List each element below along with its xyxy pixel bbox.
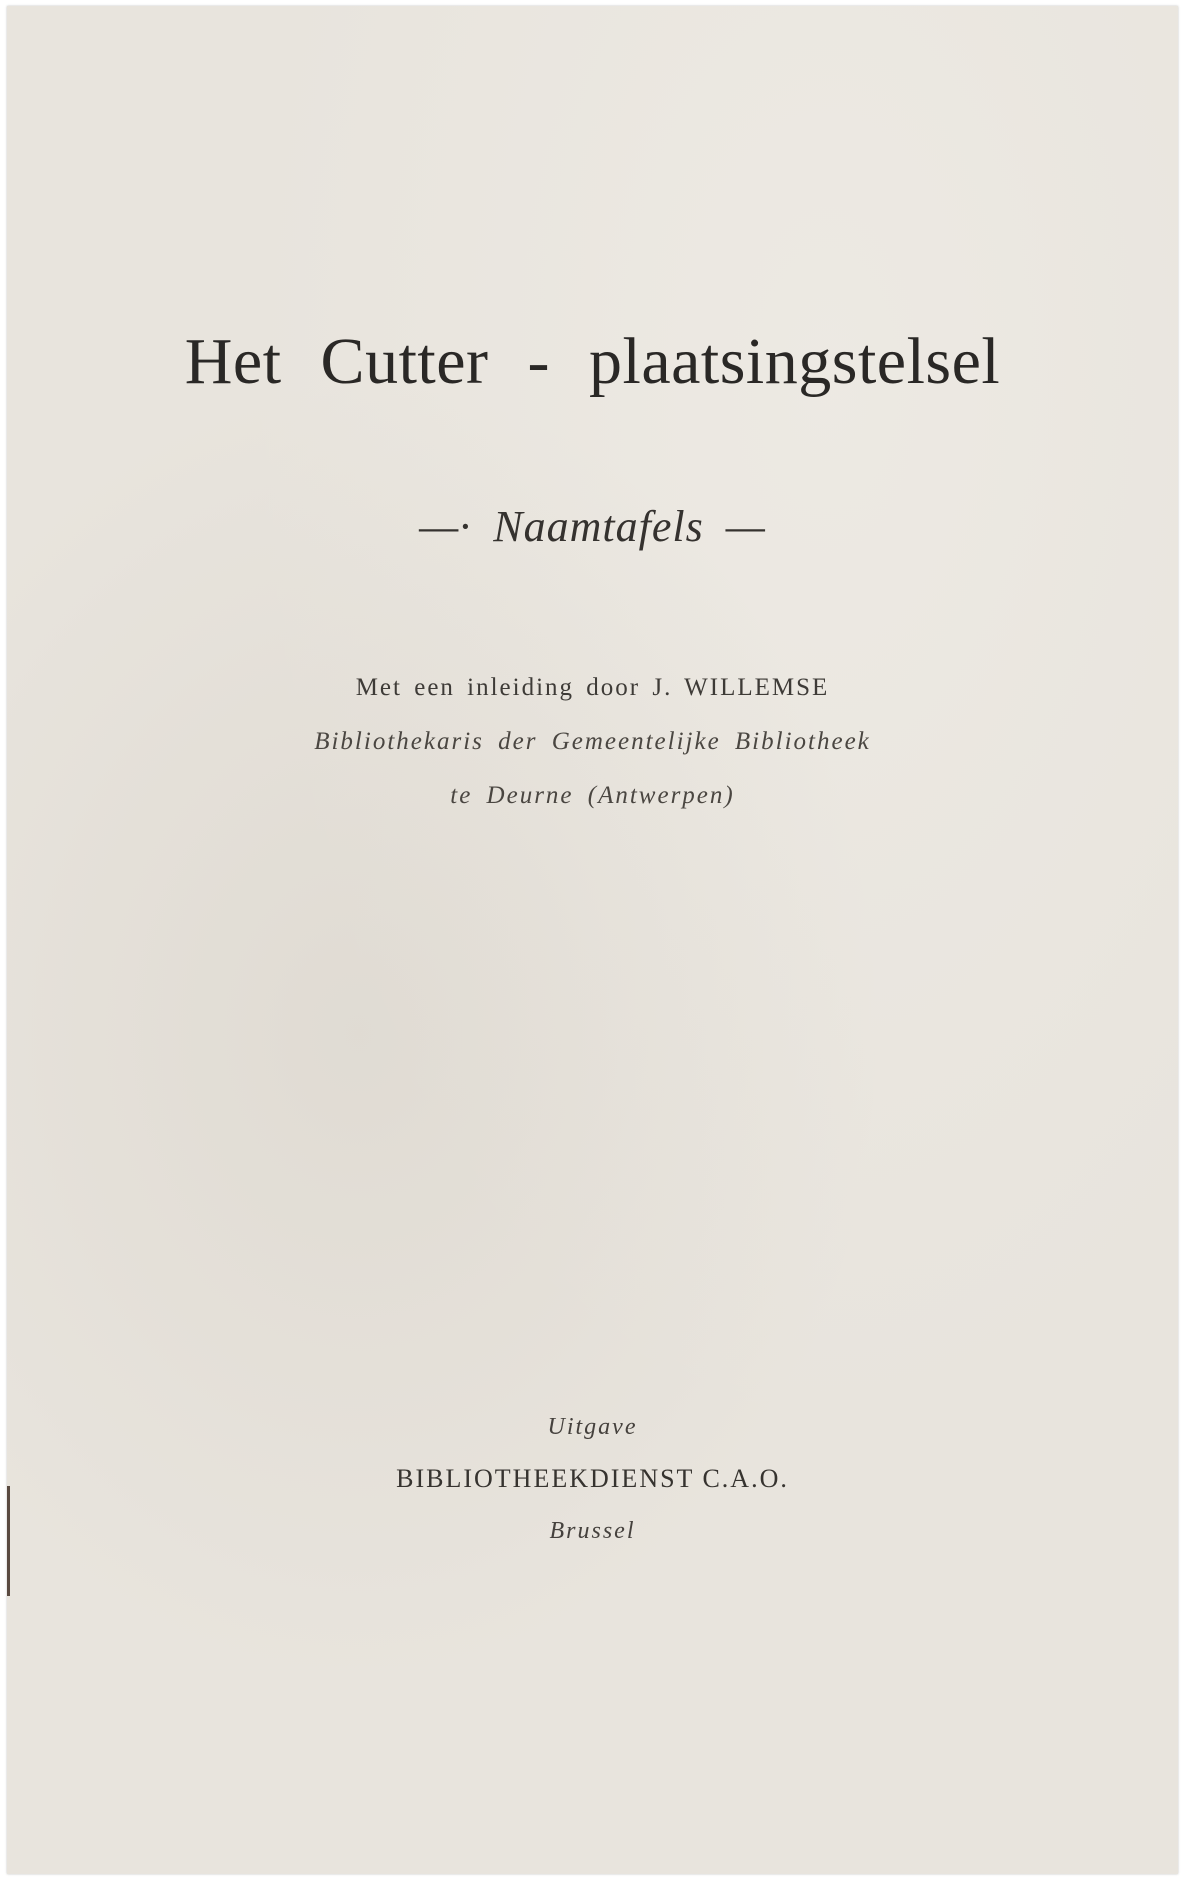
book-title: Het Cutter - plaatsingstelsel bbox=[184, 325, 1001, 398]
publisher-name: BIBLIOTHEEKDIENST C.A.O. bbox=[396, 1464, 789, 1493]
publisher-city: Brussel bbox=[549, 1518, 636, 1544]
publisher-label: Uitgave bbox=[547, 1414, 638, 1440]
book-subtitle: —· Naamtafels — bbox=[419, 502, 766, 551]
author-role: Bibliothekaris der Gemeentelijke Bibliotheek bbox=[314, 728, 871, 755]
book-cover bbox=[7, 6, 1178, 1874]
introduction-credit: Met een inleiding door J. WILLEMSE bbox=[355, 674, 830, 701]
author-place: te Deurne (Antwerpen) bbox=[450, 782, 735, 809]
